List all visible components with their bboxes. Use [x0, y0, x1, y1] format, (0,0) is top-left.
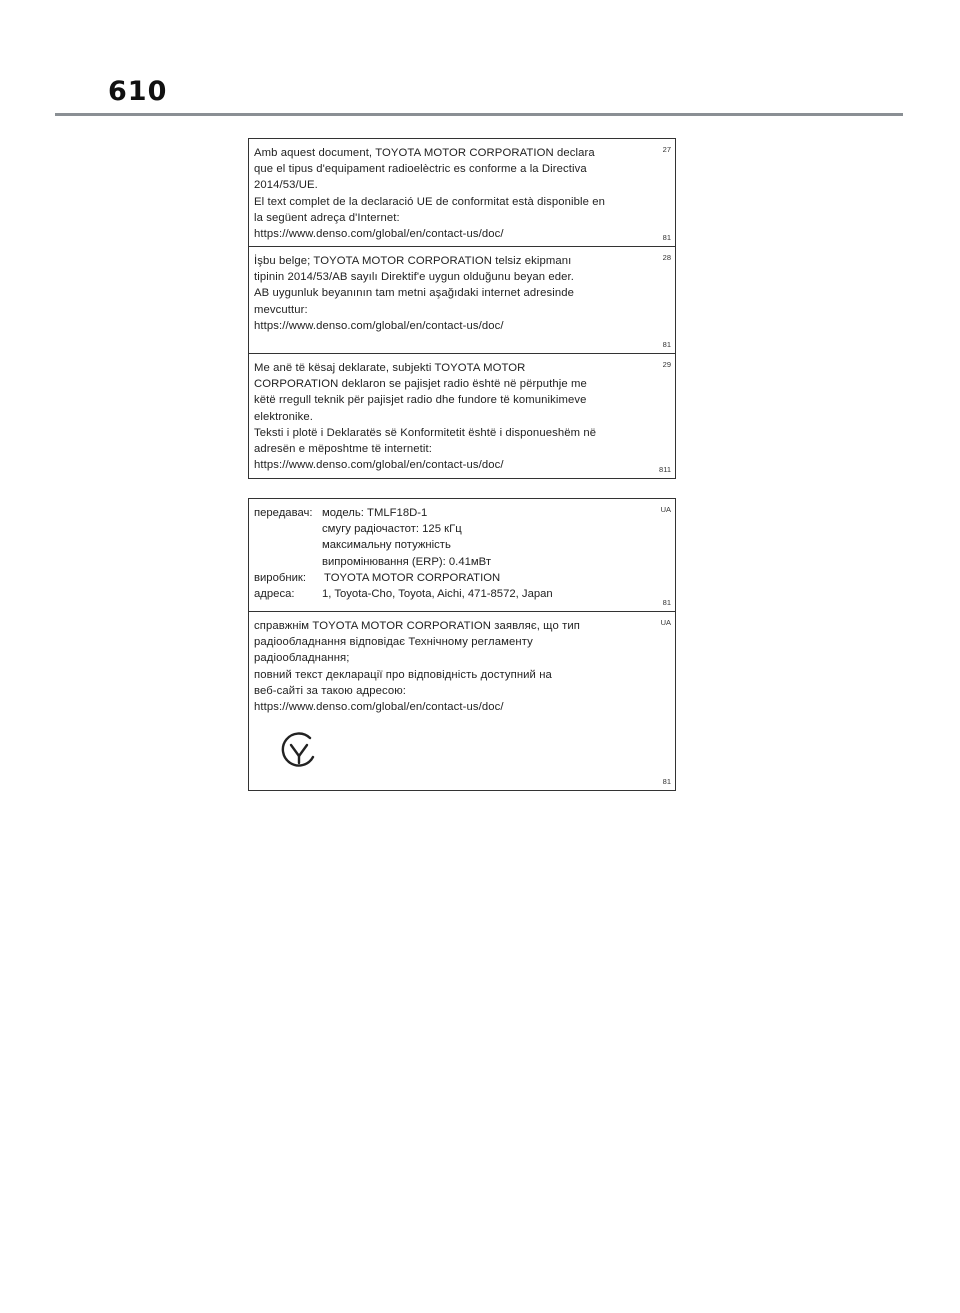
spec-row-manufacturer	[254, 570, 645, 586]
text-line: la següent adreça d'Internet:	[254, 211, 400, 224]
declaration-box-ua	[248, 498, 676, 791]
declaration-cell-turkish	[249, 247, 675, 354]
text-line: Teksti i plotë i Deklaratës së Konformitetit është i disponueshëm në	[254, 426, 597, 439]
header-rule	[55, 113, 903, 116]
declaration-box-eu	[248, 138, 676, 479]
cell-code-bottom: 81	[662, 340, 671, 349]
cell-code-bottom: 81	[662, 777, 671, 786]
declaration-cell-ukrainian	[249, 612, 675, 790]
spec-row-power-value	[254, 554, 645, 570]
text-line: https://www.denso.com/global/en/contact-us/doc/	[254, 701, 504, 714]
cell-text	[254, 145, 645, 242]
text-line: веб-сайті за такою адресою:	[254, 684, 407, 697]
text-line: adresën e mëposhtme të internetit:	[254, 443, 432, 456]
spec-label: адреса:	[254, 588, 295, 601]
spec-value: максимальну потужність	[322, 539, 451, 552]
cell-code-bottom: 811	[659, 465, 671, 474]
spec-value: TOYOTA MOTOR CORPORATION	[324, 571, 501, 584]
text-line: El text complet de la declaració UE de conformitat està disponible en	[254, 195, 606, 208]
declaration-cell-albanian	[249, 354, 675, 478]
spec-row-transmitter	[254, 505, 645, 521]
spec-value: смугу радіочастот: 125 кГц	[322, 523, 462, 536]
ukrainian-conformity-mark-icon	[279, 730, 319, 770]
text-line: mevcuttur:	[254, 303, 308, 316]
spec-label: виробник:	[254, 571, 306, 584]
text-line: https://www.denso.com/global/en/contact-us/doc/	[254, 459, 504, 472]
cell-code-top: UA	[660, 618, 671, 627]
text-line: https://www.denso.com/global/en/contact-us/doc/	[254, 228, 504, 241]
specs-block	[254, 505, 645, 602]
text-line: радіообладнання відповідає Технічному регламенту	[254, 636, 533, 649]
text-line: que el tipus d'equipament radioelèctric es conforme a la Directiva	[254, 163, 587, 176]
cell-text	[254, 253, 645, 334]
cell-code-top: 29	[662, 360, 671, 369]
text-line: радіообладнання;	[254, 652, 350, 665]
text-line: 2014/53/UE.	[254, 179, 318, 192]
spec-label: передавач:	[254, 507, 313, 519]
cell-code-top: 28	[662, 253, 671, 262]
text-line: elektronike.	[254, 410, 313, 423]
page-number: 610	[108, 76, 168, 107]
text-line: këtë rregull teknik për pajisjet radio dhe fundore të komunikimeve	[254, 394, 587, 407]
declaration-cell-catalan	[249, 139, 675, 247]
specs-cell-ukrainian	[249, 499, 675, 612]
text-line: CORPORATION deklaron se pajisjet radio është në përputhje me	[254, 378, 587, 391]
spec-row-address	[254, 586, 645, 602]
spec-value: випромінювання (ERP): 0.41мВт	[322, 555, 491, 568]
spec-value: модель: TMLF18D-1	[322, 507, 428, 519]
spec-value: 1, Toyota-Cho, Toyota, Aichi, 471-8572, Japan	[322, 588, 553, 601]
text-line: https://www.denso.com/global/en/contact-us/doc/	[254, 319, 504, 332]
cell-text	[254, 618, 645, 715]
spec-row-band	[254, 521, 645, 537]
cell-text	[254, 360, 645, 473]
text-line: tipinin 2014/53/AB sayılı Direktif'e uygun olduğunu beyan eder.	[254, 271, 574, 284]
text-line: Amb aquest document, TOYOTA MOTOR CORPORATION declara	[254, 147, 595, 159]
text-line: справжнім TOYOTA MOTOR CORPORATION заявляє, що тип	[254, 620, 580, 632]
cell-code-top: 27	[662, 145, 671, 154]
text-line: İşbu belge; TOYOTA MOTOR CORPORATION telsiz ekipmanı	[254, 255, 572, 267]
cell-code-top: UA	[660, 505, 671, 514]
text-line: повний текст декларації про відповідність доступний на	[254, 668, 552, 681]
text-line: AB uygunluk beyanının tam metni aşağıdaki internet adresinde	[254, 287, 574, 300]
cell-code-bottom: 81	[662, 233, 671, 242]
cell-code-bottom: 81	[662, 598, 671, 607]
spec-row-power-label	[254, 537, 645, 553]
text-line: Me anë të kësaj deklarate, subjekti TOYOTA MOTOR	[254, 362, 526, 374]
